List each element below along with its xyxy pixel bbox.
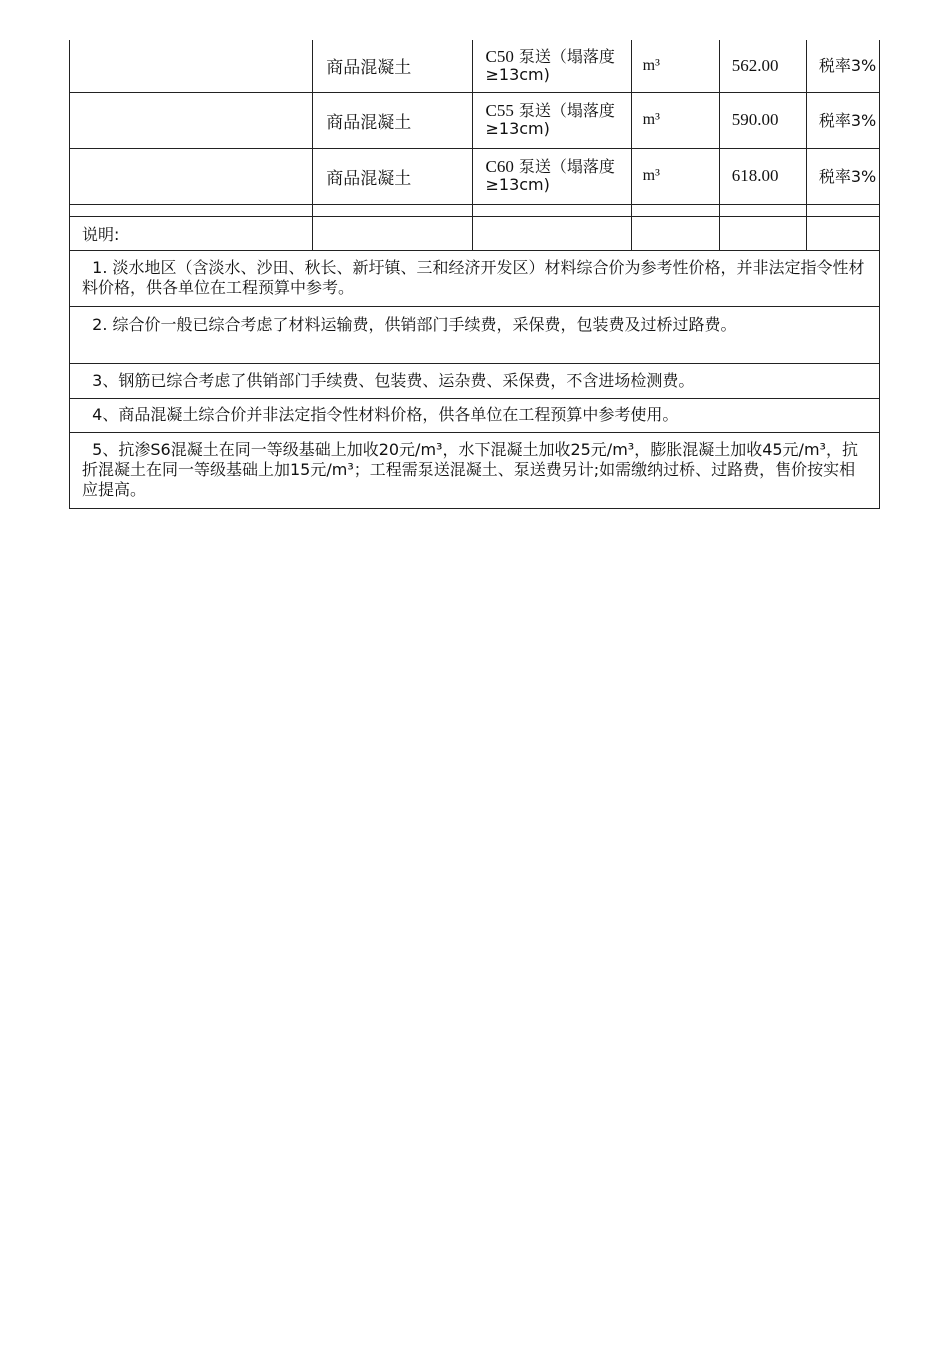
unit-cell: m³ xyxy=(631,148,719,204)
note-3: 3、钢筋已综合考虑了供销部门手续费、包装费、运杂费、采保费，不含进场检测费。 xyxy=(70,363,880,398)
note-row xyxy=(70,363,880,398)
note-row xyxy=(70,432,880,508)
price-cell: 562.00 xyxy=(719,40,806,92)
note-5: 5、抗渗S6混凝土在同一等级基础上加收20元/m³，水下混凝土加收25元/m³，膨胀混凝土加收45元/m³，抗折混凝土在同一等级基础上加15元/m³；工程需泵送混凝土、泵送费另计;如需缴纳过桥、过路费，售价按实相应提高。 xyxy=(70,432,880,508)
note-1: 1. 淡水地区（含淡水、沙田、秋长、新圩镇、三和经济开发区）材料综合价为参考性价格，并非法定指令性材料价格，供各单位在工程预算中参考。 xyxy=(70,250,880,306)
price-table xyxy=(69,40,880,509)
material-spec xyxy=(473,40,631,92)
material-spec xyxy=(473,92,631,148)
blank-cell xyxy=(70,92,313,148)
blank-cell xyxy=(70,40,313,92)
material-name: 商品混凝土 xyxy=(313,148,473,204)
note-row xyxy=(70,250,880,306)
note-row xyxy=(70,398,880,432)
spec-detail: 泵送（塌落度≥13cm) xyxy=(485,101,615,138)
spec-detail: 泵送（塌落度≥13cm) xyxy=(485,46,615,84)
tax-cell: 税率3% xyxy=(806,148,879,204)
spec-grade: C55 xyxy=(485,101,514,120)
notes-heading-row xyxy=(70,216,880,250)
price-table-sheet xyxy=(69,40,880,509)
material-name: 商品混凝土 xyxy=(313,92,473,148)
spec-detail: 泵送（塌落度≥13cm) xyxy=(485,157,615,194)
price-cell: 590.00 xyxy=(719,92,806,148)
table-row xyxy=(70,92,880,148)
tax-cell: 税率3% xyxy=(806,92,879,148)
note-4: 4、商品混凝土综合价并非法定指令性材料价格，供各单位在工程预算中参考使用。 xyxy=(70,398,880,432)
material-spec xyxy=(473,148,631,204)
note-2: 2. 综合价一般已综合考虑了材料运输费，供销部门手续费，采保费，包装费及过桥过路费。 xyxy=(70,306,880,363)
table-row xyxy=(70,40,880,92)
empty-row xyxy=(70,204,880,216)
price-cell: 618.00 xyxy=(719,148,806,204)
spec-grade: C60 xyxy=(485,157,514,176)
material-name: 商品混凝土 xyxy=(313,40,473,92)
blank-cell xyxy=(70,148,313,204)
unit-cell: m³ xyxy=(631,92,719,148)
unit-cell: m³ xyxy=(631,40,719,92)
tax-cell: 税率3% xyxy=(806,40,879,92)
note-row xyxy=(70,306,880,363)
table-row xyxy=(70,148,880,204)
notes-heading: 说明: xyxy=(70,216,313,250)
spec-grade: C50 xyxy=(485,46,514,66)
